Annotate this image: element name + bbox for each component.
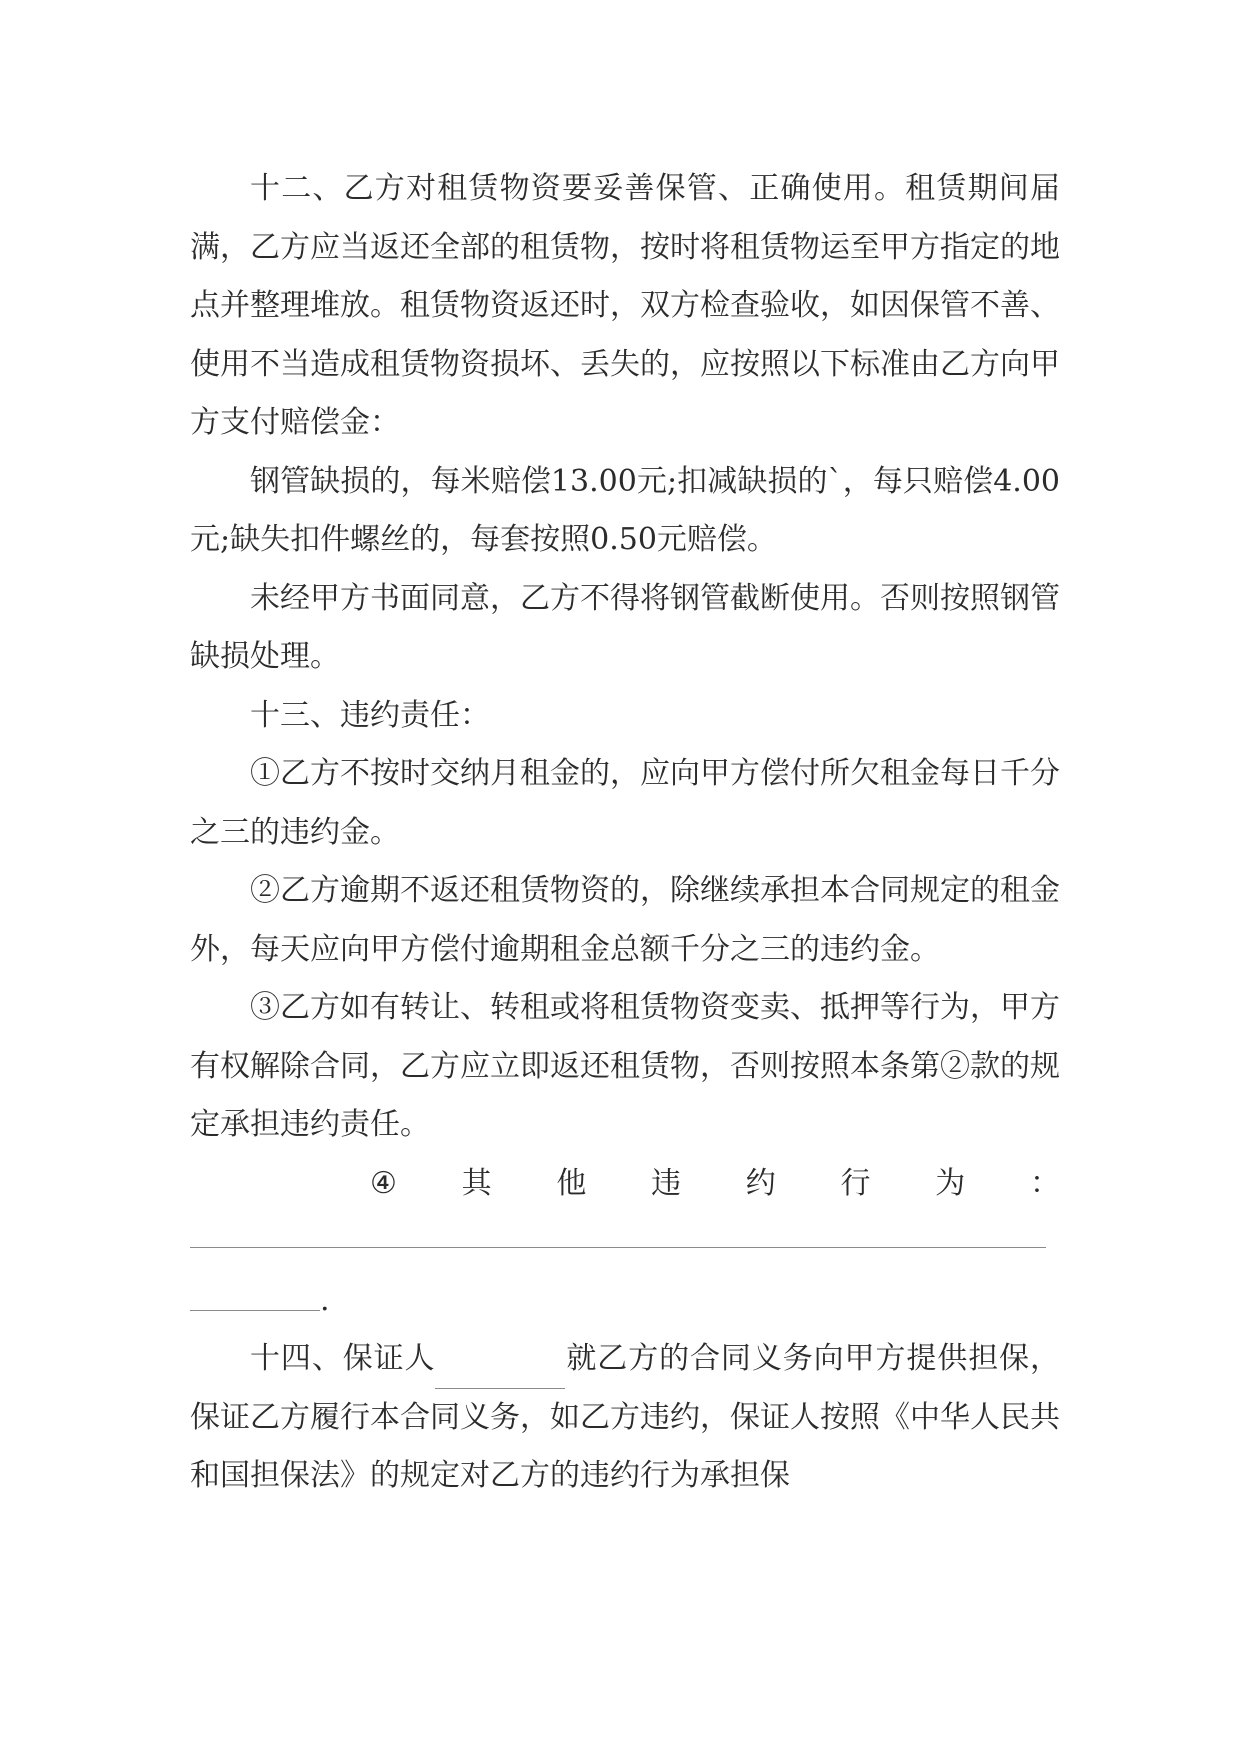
- clause-13-item-3: ③乙方如有转让、转租或将租赁物资变卖、抵押等行为，甲方有权解除合同，乙方应立即返还租赁物，否则按照本条第②款的规定承担违约责任。: [190, 990, 1060, 1142]
- blank-end-period: .: [320, 1282, 330, 1318]
- no-cutting-paragraph: 未经甲方书面同意，乙方不得将钢管截断使用。否则按照钢管缺损处理。: [190, 580, 1060, 674]
- item-4-char: ④: [370, 1165, 397, 1201]
- clause-14-suffix: 就乙方的合同义务向甲方提供担保，保证乙方履行本合同义务，如乙方违约，保证人按照《中华人民共和国担保法》的规定对乙方的违约行为承担保: [190, 1341, 1061, 1493]
- clause-14-paragraph: [190, 1330, 1060, 1506]
- item-4-char: 约: [745, 1165, 776, 1201]
- clause-12-paragraph: 十二、乙方对租赁物资要妥善保管、正确使用。租赁期间届满，乙方应当返还全部的租赁物，按时将租赁物运至甲方指定的地点并整理堆放。租赁物资返还时，双方检查验收，如因保管不善、使用不当造成租赁物资损坏、丢失的，应按照以下标准由乙方向甲方支付赔偿金：: [190, 171, 1060, 440]
- clause-13-item-4: [190, 1155, 1060, 1214]
- fill-in-blank-short-line[interactable]: [190, 1272, 1060, 1331]
- item-4-char: 行: [840, 1165, 871, 1201]
- item-4-char: ：: [1029, 1165, 1060, 1201]
- clause-13-title: 十三、违约责任：: [250, 697, 490, 733]
- clause-14-prefix: 十四、保证人: [250, 1341, 436, 1376]
- clause-13-item-2: ②乙方逾期不返还租赁物资的，除继续承担本合同规定的租金外，每天应向甲方偿付逾期租金总额千分之三的违约金。: [190, 873, 1060, 967]
- item-4-char: 其: [461, 1165, 492, 1201]
- fill-in-blank-line[interactable]: [190, 1213, 1060, 1272]
- item-4-char: 为: [935, 1165, 966, 1201]
- item-4-char: 违: [651, 1165, 682, 1201]
- document-page: [190, 160, 1060, 1506]
- clause-13-item-1: ①乙方不按时交纳月租金的，应向甲方偿付所欠租金每日千分之三的违约金。: [190, 756, 1060, 850]
- guarantor-blank[interactable]: [435, 1352, 565, 1389]
- item-4-char: 他: [556, 1165, 587, 1201]
- steel-pipe-compensation-paragraph: 钢管缺损的，每米赔偿13.00元;扣减缺损的`，每只赔偿4.00元;缺失扣件螺丝的，每套按照0.50元赔偿。: [190, 463, 1060, 557]
